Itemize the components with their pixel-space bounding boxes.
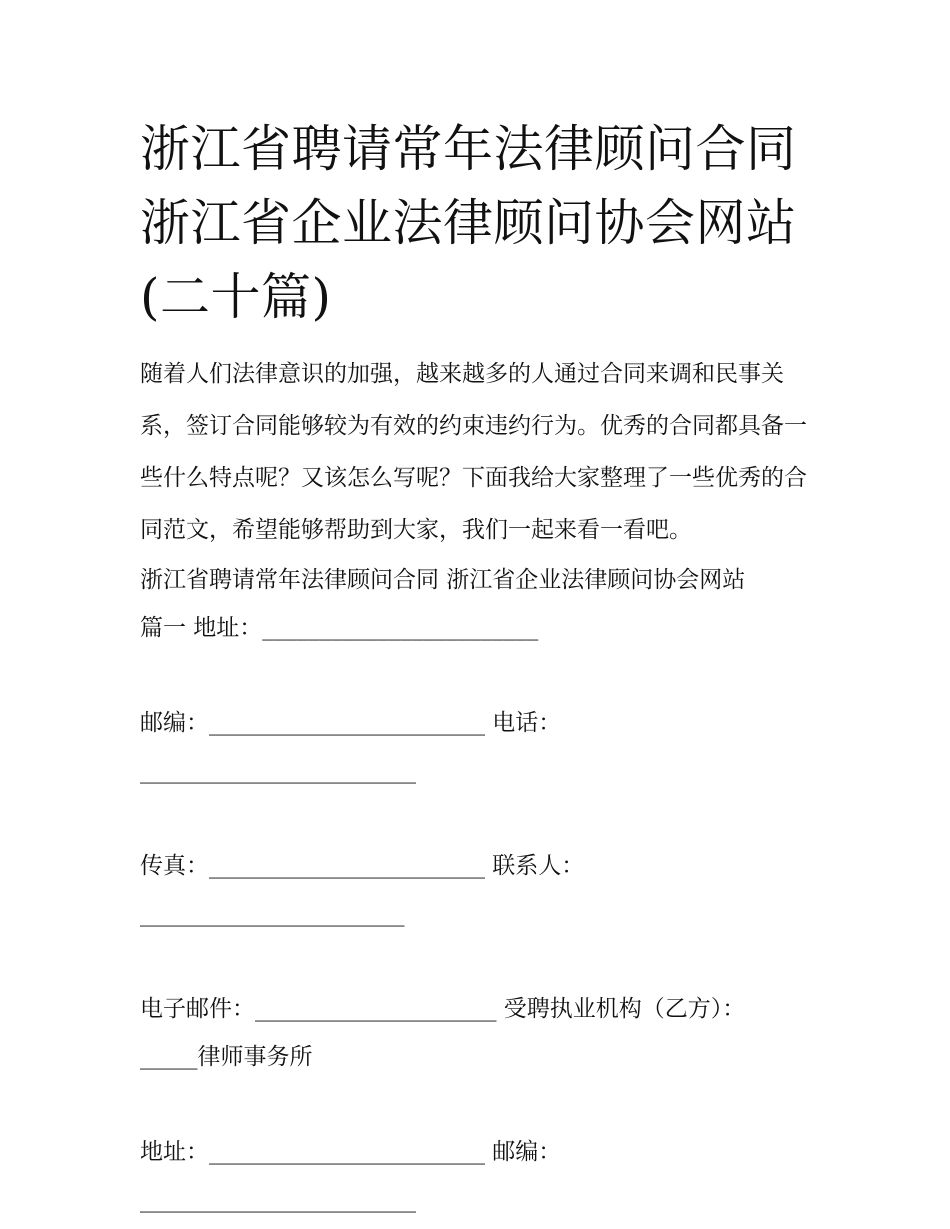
address-postcode-line: 地址：________________________ 邮编： xyxy=(140,1139,562,1165)
address-field-line: 篇一 地址：________________________ xyxy=(140,615,539,641)
postcode-blank-line: ________________________ xyxy=(140,1187,416,1213)
title-line-2: 浙江省企业法律顾问协会网站 xyxy=(140,194,797,252)
email-firm-line: 电子邮件：_____________________ 受聘执业机构（乙方）： xyxy=(140,996,746,1022)
postcode-phone-line: 邮编：________________________ 电话： xyxy=(140,710,562,736)
intro-paragraph: 随着人们法律意识的加强，越来越多的人通过合同来调和民事关系，签订合同能够较为有效的约束违约行为。优秀的合同都具备一些什么特点呢？又该怎么写呢？下面我给大家整理了一些优秀的合同范文，希望能够帮助到大家，我们一起来看一看吧。 xyxy=(140,361,807,543)
law-firm-line: _____律师事务所 xyxy=(140,1044,313,1070)
title-line-1: 浙江省聘请常年法律顾问合同 xyxy=(140,120,797,178)
document-page xyxy=(140,112,820,1224)
document-title xyxy=(140,112,820,334)
title-line-3: (二十篇) xyxy=(140,268,332,326)
section-heading: 浙江省聘请常年法律顾问合同 浙江省企业法律顾问协会网站 xyxy=(140,567,746,593)
contact-blank-line: _______________________ xyxy=(140,901,405,927)
phone-blank-line: ________________________ xyxy=(140,758,416,784)
fax-contact-line: 传真：________________________ 联系人： xyxy=(140,853,585,879)
